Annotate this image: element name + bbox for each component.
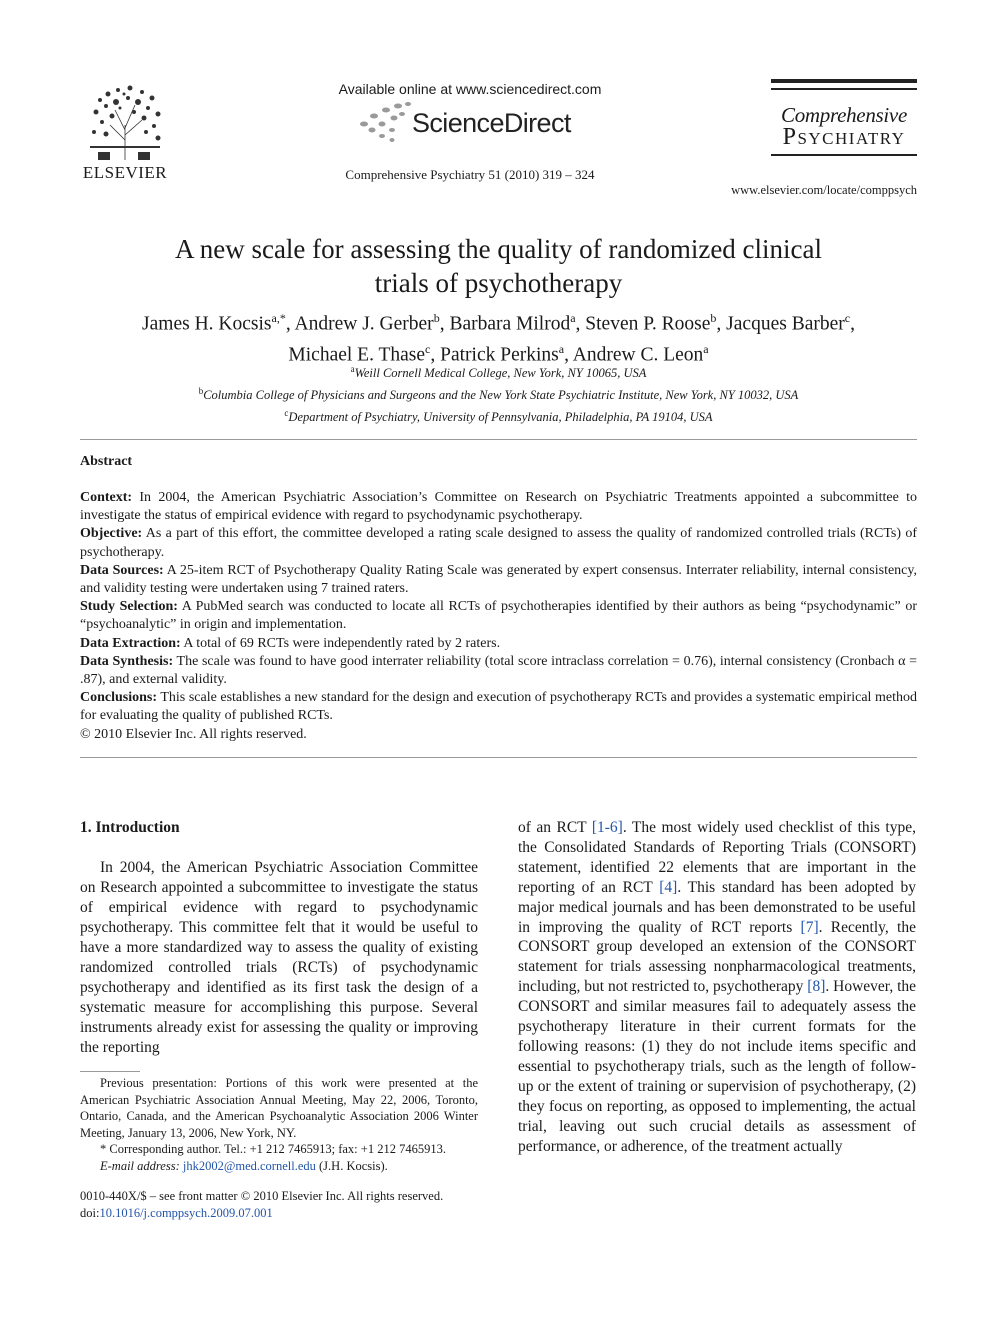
- body-text: . This standard has been adopted by major medical journals and has been demonstrated to be useful in improving the quality of RCT reports: [518, 878, 916, 936]
- journal-logo-line1: Comprehensive: [781, 103, 907, 127]
- title-line: trials of psychotherapy: [374, 268, 623, 298]
- body-text: . The most widely used checklist of this type, the Consolidated Standards of Reporting Trials (CONSORT) statement, identified 22 elements that are important in the reporting of an RCT: [518, 819, 916, 896]
- divider: [80, 757, 917, 758]
- doi-line: [80, 1205, 478, 1222]
- abstract-section: [80, 635, 917, 653]
- author-affiliation-mark: a,*: [271, 311, 286, 325]
- journal-logo-rule: [771, 88, 917, 90]
- footnote-previous-presentation: Previous presentation: Portions of this work were presented at the American Psychiatric Association Annual Meeting, May 22, 2006, Toronto, Ontario, Canada, and the American Psychoanalytic Association 2006 Winter Meeting, January 13, 2006, New York, NY.: [80, 1076, 478, 1140]
- author-separator: ,: [430, 344, 441, 365]
- abstract-section: [80, 489, 917, 525]
- body-column-right: [518, 818, 916, 1156]
- issn-line: 0010-440X/$ – see front matter © 2010 Elsevier Inc. All rights reserved.: [80, 1189, 444, 1203]
- abstract-label: Data Sources:: [80, 562, 164, 578]
- author-name[interactable]: Steven P. Roose: [585, 313, 711, 335]
- title-line: A new scale for assessing the quality of randomized clinical: [174, 234, 823, 264]
- publisher-name: ELSEVIER: [82, 163, 168, 182]
- email-link[interactable]: jhk2002@med.cornell.edu: [182, 1158, 316, 1173]
- abstract-text: As a part of this effort, the committee developed a rating scale designed to assess the quality of randomized controlled trials (RCTs) of psychotherapy.: [80, 526, 917, 560]
- abstract-text: A PubMed search was conducted to locate all RCTs of psychotherapies identified by their authors as being “psychodynamic” or “psychoanalytic” in origin and implementation.: [80, 599, 918, 633]
- copyright: © 2010 Elsevier Inc. All rights reserved.: [80, 726, 307, 742]
- affiliation-list: [80, 360, 917, 426]
- citation-link[interactable]: [7]: [800, 918, 819, 936]
- body-paragraph: In 2004, the American Psychiatric Association Committee on Research appointed a subcommittee to investigate the status of empirical evidence with regard to psychodynamic psychotherapy. This committee felt that it would be useful to have a more standardized way to assess the quality of existing randomized controlled trials (RCTs) of psychodynamic psychotherapy and identified as its first task the design of a systematic measure for accomplishing this purpose. Several instruments already exist for assessing the quality or improving the reporting: [80, 859, 478, 1056]
- journal-url[interactable]: www.elsevier.com/locate/comppsych: [731, 183, 917, 197]
- affiliation-text: Columbia College of Physicians and Surgeons and the New York State Psychiatric Institute, New York, NY 10032, USA: [203, 388, 799, 403]
- article-title: [80, 232, 917, 300]
- body-column-left: [80, 818, 478, 1057]
- author-affiliation-mark: b: [433, 311, 440, 325]
- abstract-section: [80, 689, 917, 725]
- author-separator: ,: [564, 344, 573, 365]
- doi-prefix: doi:: [80, 1205, 100, 1220]
- abstract-text: This scale establishes a new standard for the design and execution of psychotherapy RCTs and provides a systematic empirical method for evaluating the quality of published RCTs.: [80, 690, 917, 724]
- abstract-label: Study Selection:: [80, 599, 178, 615]
- author-affiliation-mark: c: [844, 311, 851, 325]
- author-affiliation-mark: a: [703, 341, 709, 356]
- divider: [80, 439, 917, 440]
- affiliation-text: Weill Cornell Medical College, New York, NY 10065, USA: [354, 366, 647, 381]
- abstract-text: A total of 69 RCTs were independently rated by 2 raters.: [180, 635, 501, 651]
- affiliation-mark: b: [198, 386, 204, 397]
- journal-citation: Comprehensive Psychiatry 51 (2010) 319 – 324: [345, 167, 595, 182]
- author-name[interactable]: Barbara Milrod: [449, 313, 571, 335]
- sciencedirect-logo: ScienceDirect: [412, 108, 571, 138]
- footnote-corresponding-author: * Corresponding author. Tel.: +1 212 7465913; fax: +1 212 7465913.: [100, 1142, 446, 1156]
- author-separator: ,: [716, 313, 727, 335]
- citation-link[interactable]: [1-6]: [591, 819, 623, 836]
- abstract-body: [80, 489, 917, 744]
- abstract-section: [80, 562, 917, 598]
- footnote-email: [80, 1158, 478, 1175]
- doi-link[interactable]: 10.1016/j.comppsych.2009.07.001: [99, 1205, 273, 1220]
- body-paragraph: [518, 818, 916, 1156]
- citation-link[interactable]: [4]: [659, 878, 678, 896]
- article-identifiers: [80, 1188, 478, 1221]
- author-affiliation-mark: c: [425, 341, 431, 356]
- author-affiliation-mark: a: [558, 341, 565, 356]
- journal-logo-rule: [771, 154, 917, 156]
- author-list: [80, 306, 917, 367]
- body-text: . However, the CONSORT and similar measures fail to adequately assess the psychotherapy literature in their current formats for the following reasons: (1) they do not include items specific and essential to psychotherapy trials, such as the length of follow-up or the extent of training or supervision of psychotherapy, (2) they focus on reporting, as opposed to implementing, the actual trial, leaving out such crucial details as assessment of performance, or adherence, of the treatment actually: [518, 978, 917, 1155]
- citation-link[interactable]: [8]: [807, 978, 826, 996]
- author-affiliation-mark: a: [570, 311, 576, 325]
- author-separator: ,: [285, 313, 295, 335]
- abstract-label: Context:: [80, 490, 133, 505]
- affiliation: [80, 382, 917, 404]
- author-name[interactable]: James H. Kocsis: [142, 313, 272, 335]
- body-text: . Recently, the CONSORT group developed an extension of the CONSORT statement for trials assessing nonpharmacological treatments, including, but not restricted to, psychotherapy: [518, 918, 916, 996]
- available-online-text[interactable]: Available online at www.sciencedirect.com: [338, 81, 602, 97]
- author-name[interactable]: Michael E. Thase: [288, 344, 426, 365]
- author-separator: ,: [850, 313, 855, 335]
- affiliation: [80, 360, 917, 382]
- author-separator: ,: [575, 313, 586, 335]
- body-text: of an RCT: [518, 819, 592, 836]
- journal-logo-rule: [771, 79, 917, 83]
- abstract-text: A 25-item RCT of Psychotherapy Quality Rating Scale was generated by expert consensus. Interrater reliability, internal consistency, and validity testing were undertaken using 7 trained raters.: [80, 562, 917, 597]
- journal-logo-line2: Psychiatry: [782, 124, 906, 150]
- abstract-section: [80, 653, 917, 689]
- affiliation: [80, 404, 917, 426]
- abstract-label: Data Extraction:: [80, 635, 181, 651]
- author-name[interactable]: Andrew C. Leon: [572, 344, 704, 365]
- abstract-label: Objective:: [80, 526, 143, 542]
- abstract-text: The scale was found to have good interrater reliability (total score intraclass correlation = 0.76), internal consistency (Cronbach α = .87), and external validity.: [80, 653, 917, 688]
- footnote-divider: [80, 1071, 140, 1072]
- email-suffix: (J.H. Kocsis).: [315, 1158, 388, 1173]
- affiliation-text: Department of Psychiatry, University of Pennsylvania, Philadelphia, PA 19104, USA: [288, 410, 713, 425]
- abstract-section: [80, 525, 917, 561]
- author-name[interactable]: Jacques Barber: [726, 313, 845, 335]
- author-affiliation-mark: b: [710, 311, 717, 325]
- email-label: E-mail address:: [100, 1158, 180, 1173]
- author-name[interactable]: Patrick Perkins: [440, 344, 559, 365]
- section-heading: 1. Introduction: [80, 819, 180, 836]
- author-name[interactable]: Andrew J. Gerber: [294, 313, 434, 335]
- author-separator: ,: [439, 313, 450, 335]
- affiliation-mark: a: [350, 364, 355, 374]
- affiliation-mark: c: [284, 408, 289, 419]
- abstract-text: In 2004, the American Psychiatric Association’s Committee on Research on Psychiatric Treatments appointed a subcommittee to investigate the status of empirical evidence with regard to psychodynamic psychotherapy.: [80, 490, 917, 524]
- abstract-label: Conclusions:: [80, 690, 158, 706]
- footnotes: [80, 1075, 478, 1174]
- abstract-section: [80, 598, 917, 634]
- abstract-heading: Abstract: [80, 454, 133, 469]
- abstract-label: Data Synthesis:: [80, 653, 174, 669]
